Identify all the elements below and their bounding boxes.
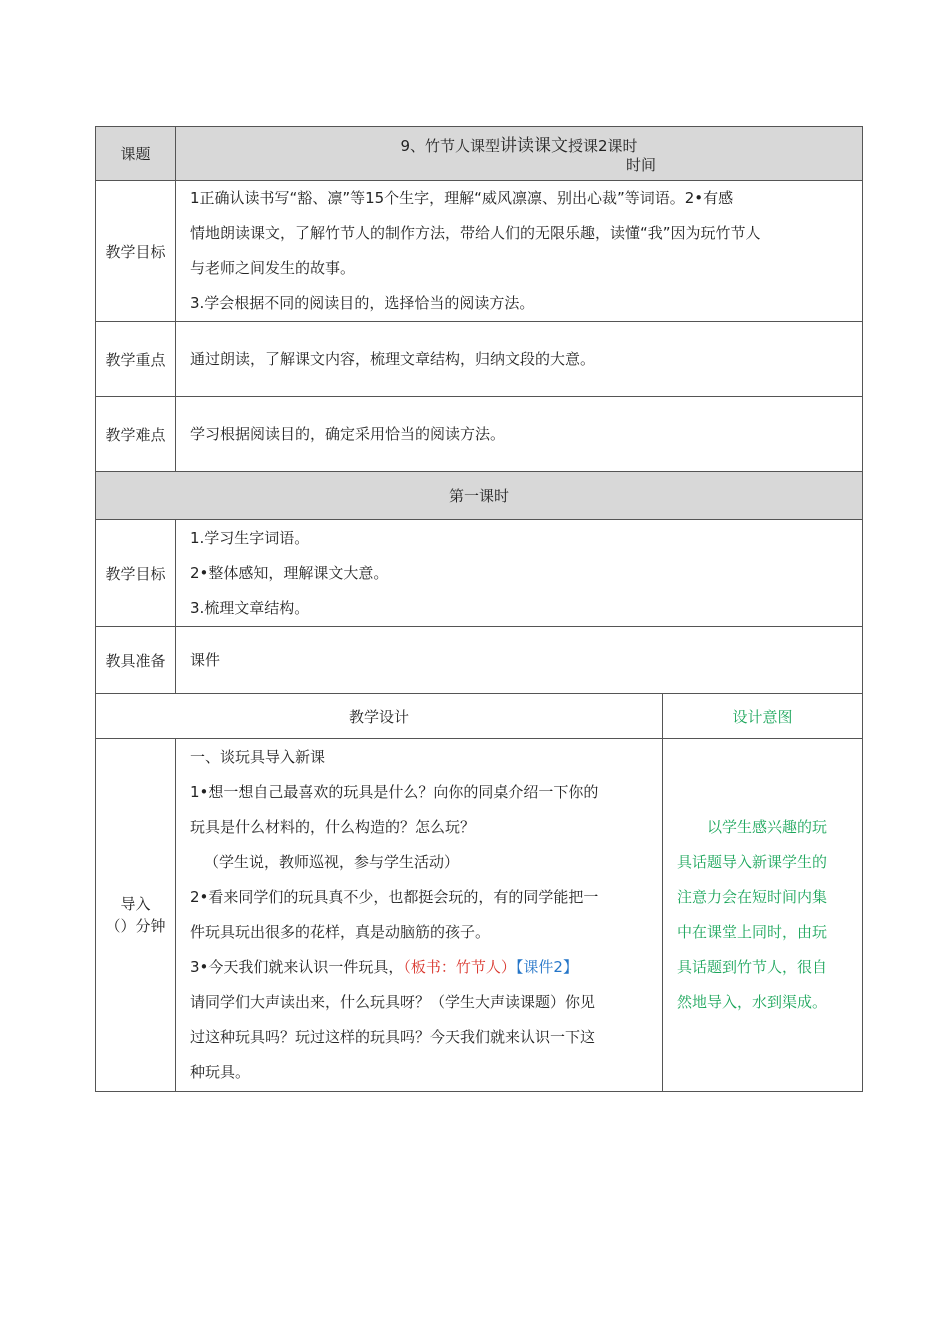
intro-line: 请同学们大声读出来，什么玩具呀？（学生大声读课题）你见 bbox=[190, 993, 596, 1011]
materials-text: 课件 bbox=[190, 650, 221, 669]
key-points-content bbox=[176, 322, 863, 397]
topic-label: 课题 bbox=[96, 127, 176, 181]
intro-line: 过这种玩具吗？玩过这样的玩具吗？今天我们就来认识一下这 bbox=[190, 1028, 596, 1046]
intent-line: 中在课堂上同时，由玩 bbox=[677, 923, 828, 941]
intent-line: 注意力会在短时间内集 bbox=[677, 888, 828, 906]
intent-line: 以学生感兴趣的玩 bbox=[707, 818, 828, 836]
materials-row bbox=[96, 627, 863, 694]
key-points-text: 通过朗读，了解课文内容，梳理文章结构，归纳文段的大意。 bbox=[190, 349, 596, 368]
intro-row bbox=[96, 739, 863, 1092]
goal-line: 1正确认读书写“豁、凛”等15个生字，理解“威风凛凛、别出心裁”等词语。2•有感 bbox=[190, 189, 734, 207]
slide-note: 【课件2】 bbox=[515, 958, 578, 976]
goals-label: 教学目标 bbox=[96, 181, 176, 322]
materials-content bbox=[176, 627, 863, 694]
lesson-plan-table bbox=[95, 126, 863, 1092]
goals-content bbox=[176, 181, 863, 322]
lesson-goal-line: 1.学习生字词语。 bbox=[190, 528, 310, 547]
intent-header: 设计意图 bbox=[663, 694, 863, 739]
intro-line: （学生说，教师巡视，参与学生活动） bbox=[204, 853, 460, 871]
key-points-label: 教学重点 bbox=[96, 322, 176, 397]
lesson-goals-label: 教学目标 bbox=[96, 520, 176, 627]
materials-label: 教具准备 bbox=[96, 627, 176, 694]
intro-label-line: （）分钟 bbox=[105, 917, 166, 935]
lesson-goals-row bbox=[96, 520, 863, 627]
intro-label bbox=[96, 739, 176, 1092]
section-title: 第一课时 bbox=[96, 472, 863, 520]
key-points-row bbox=[96, 322, 863, 397]
intro-line: 1•想一想自己最喜欢的玩具是什么？向你的同桌介绍一下你的 bbox=[190, 783, 599, 801]
title-time: 时间 bbox=[626, 155, 657, 174]
design-header-row bbox=[96, 694, 863, 739]
intro-line: 种玩具。 bbox=[190, 1063, 251, 1081]
board-note: （板书：竹节人） bbox=[403, 958, 516, 976]
topic-cell bbox=[176, 127, 863, 181]
lesson-goals-content bbox=[176, 520, 863, 627]
intent-line: 具话题导入新课学生的 bbox=[677, 853, 828, 871]
title-type: 讲读课文 bbox=[500, 135, 568, 156]
section-row bbox=[96, 472, 863, 520]
goal-line: 3.学会根据不同的阅读目的，选择恰当的阅读方法。 bbox=[190, 294, 535, 312]
goal-line: 与老师之间发生的故事。 bbox=[190, 259, 356, 277]
difficulties-content bbox=[176, 397, 863, 472]
design-header: 教学设计 bbox=[96, 694, 663, 739]
intro-line: 2•看来同学们的玩具真不少，也都挺会玩的，有的同学能把一 bbox=[190, 888, 599, 906]
goals-row bbox=[96, 181, 863, 322]
intro-label-line: 导入 bbox=[120, 895, 151, 913]
title-periods: 授课2课时 bbox=[568, 136, 638, 155]
lesson-goal-line: 3.梳理文章结构。 bbox=[190, 598, 310, 617]
difficulties-row bbox=[96, 397, 863, 472]
intro-line: 件玩具玩出很多的花样，真是动脑筋的孩子。 bbox=[190, 923, 491, 941]
intro-text: 3•今天我们就来认识一件玩具， bbox=[190, 958, 404, 976]
intro-line bbox=[190, 950, 648, 985]
intent-content bbox=[663, 739, 863, 1092]
intro-heading: 一、谈玩具导入新课 bbox=[190, 748, 326, 766]
goal-line: 情地朗读课文，了解竹节人的制作方法，带给人们的无限乐趣，读懂“我”因为玩竹节人 bbox=[190, 224, 761, 242]
difficulties-label: 教学难点 bbox=[96, 397, 176, 472]
intro-content bbox=[176, 739, 663, 1092]
title-prefix: 9、竹节人课型 bbox=[400, 136, 500, 155]
difficulties-text: 学习根据阅读目的，确定采用恰当的阅读方法。 bbox=[190, 424, 506, 443]
header-row bbox=[96, 127, 863, 181]
intro-line: 玩具是什么材料的，什么构造的？怎么玩？ bbox=[190, 818, 476, 836]
intent-line: 具话题到竹节人，很自 bbox=[677, 958, 828, 976]
lesson-goal-line: 2•整体感知，理解课文大意。 bbox=[190, 563, 389, 582]
lesson-title bbox=[176, 130, 862, 156]
intent-line: 然地导入，水到渠成。 bbox=[677, 993, 828, 1011]
